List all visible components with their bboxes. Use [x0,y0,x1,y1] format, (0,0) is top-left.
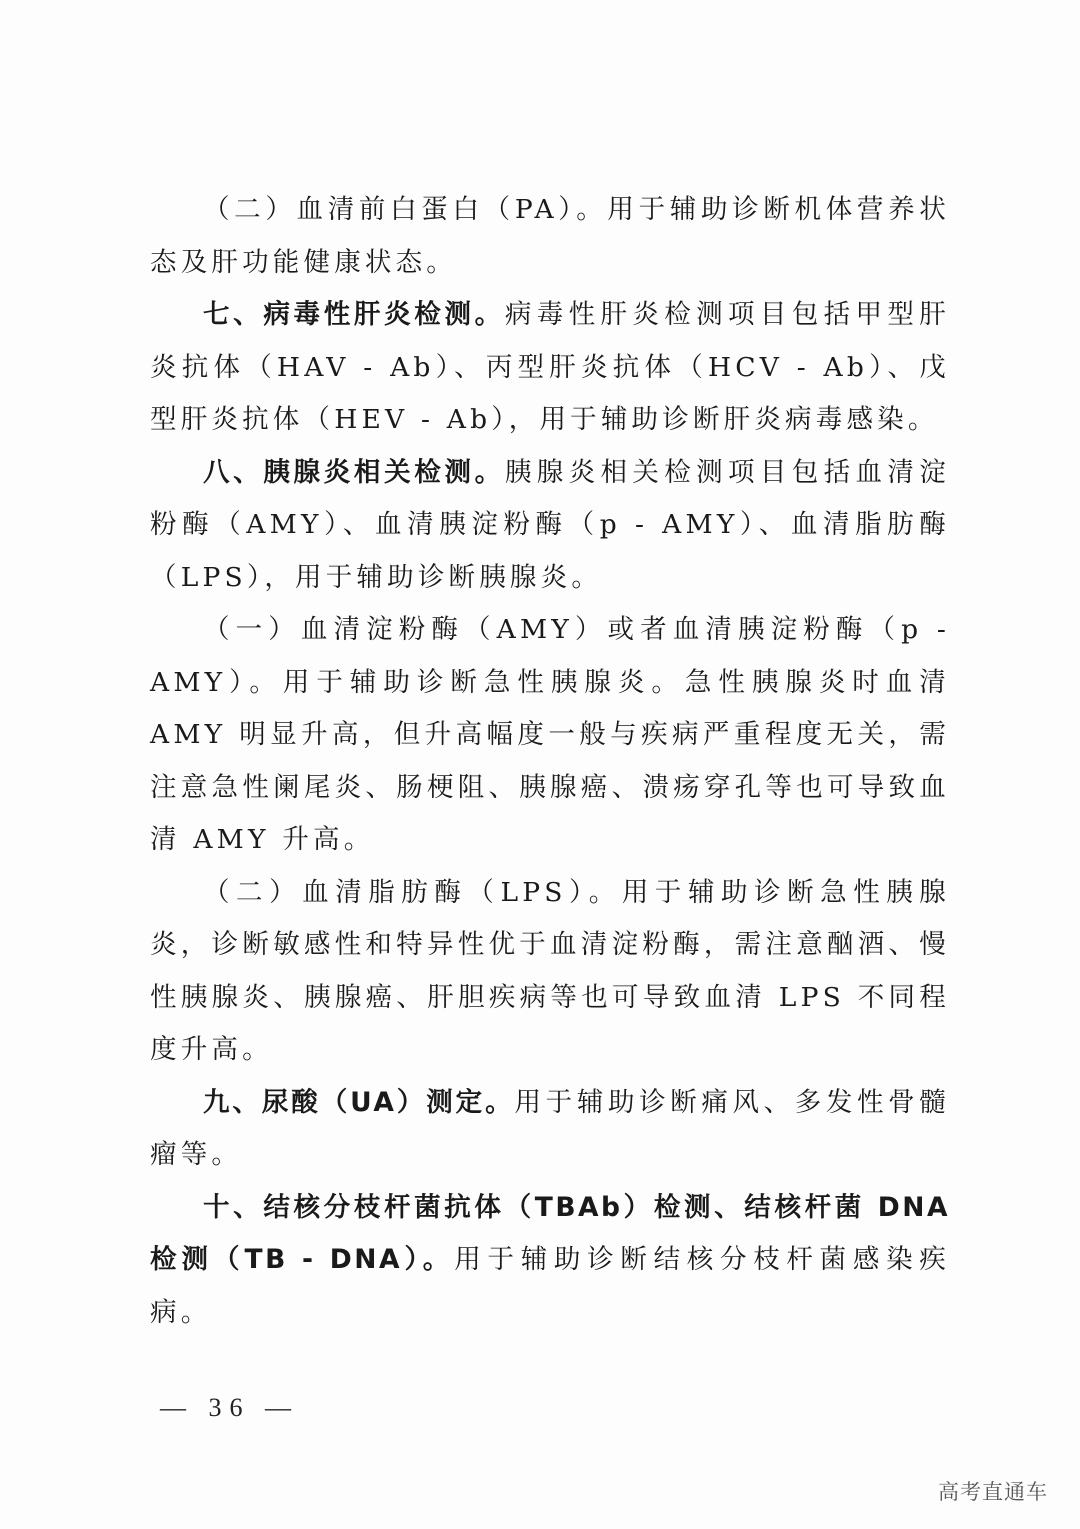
paragraph-text: （二）血清前白蛋白（PA）。用于辅助诊断机体营养状态及肝功能健康状态。 [150,194,950,278]
paragraph-heading: 十、结核分枝杆菌抗体（TBAb）检测、结核杆菌 DNA 检测（TB - DNA）。 [150,1191,950,1275]
paragraph-serum-prealbumin [150,184,950,289]
paragraph-lipase [150,867,950,1077]
watermark: 高考直通车 [938,1480,1048,1504]
paragraph-tuberculosis [150,1182,950,1340]
document-page [150,184,950,1339]
paragraph-heading: 九、尿酸（UA）测定。 [203,1086,515,1118]
paragraph-pancreatitis-tests [150,447,950,605]
paragraph-heading: 八、胰腺炎相关检测。 [203,456,505,488]
paragraph-text: 病毒性肝炎检测项目包括甲型肝炎抗体（HAV - Ab）、丙型肝炎抗体（HCV - Ab）、戊型肝炎抗体（HEV - Ab），用于辅助诊断肝炎病毒感染。 [150,299,950,435]
page-number: — 36 — [160,1393,299,1422]
paragraph-text: 用于辅助诊断结核分枝杆菌感染疾病。 [150,1244,950,1328]
paragraph-heading: 七、病毒性肝炎检测。 [203,299,505,330]
paragraph-text: （一）血清淀粉酶（AMY）或者血清胰淀粉酶（p - AMY）。用于辅助诊断急性胰腺炎。急性胰腺炎时血清 AMY 明显升高，但升高幅度一般与疾病严重程度无关，需注意急性阑尾炎、肠梗阻、胰腺癌、溃疡穿孔等也可导致血清 AMY 升高。 [150,614,950,855]
paragraph-uric-acid [150,1077,950,1182]
paragraph-viral-hepatitis [150,289,950,447]
paragraph-amylase [150,604,950,867]
paragraph-text: 用于辅助诊断痛风、多发性骨髓瘤等。 [150,1086,950,1170]
paragraph-text: 胰腺炎相关检测项目包括血清淀粉酶（AMY）、血清胰淀粉酶（p - AMY）、血清脂肪酶（LPS），用于辅助诊断胰腺炎。 [150,456,950,593]
paragraph-text: （二）血清脂肪酶（LPS）。用于辅助诊断急性胰腺炎，诊断敏感性和特异性优于血清淀粉酶，需注意酗酒、慢性胰腺炎、胰腺癌、肝胆疾病等也可导致血清 LPS 不同程度升高。 [150,876,950,1065]
